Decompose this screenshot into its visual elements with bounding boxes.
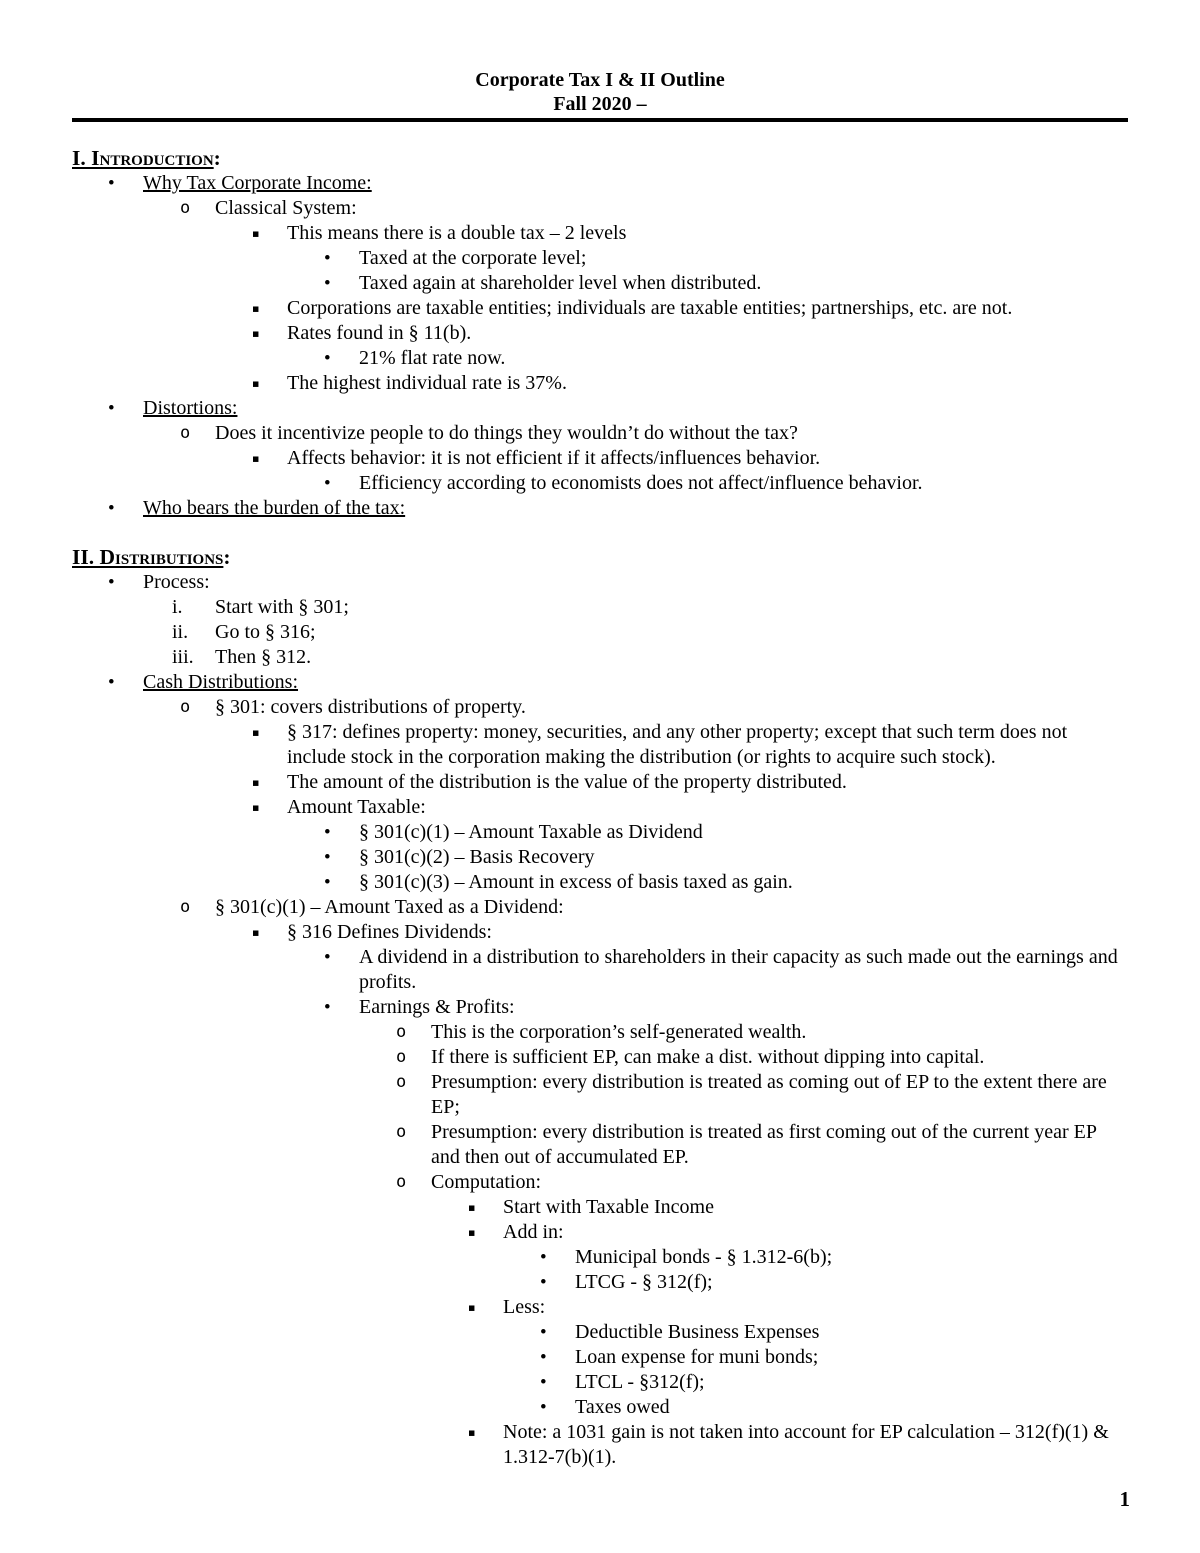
outline-item xyxy=(72,371,1128,396)
outline-item-text: Rates found in § 11(b). xyxy=(287,322,472,344)
outline-item xyxy=(72,1020,1128,1045)
square-bullet-marker: ▪ xyxy=(252,776,260,789)
document-title: Corporate Tax I & II Outline xyxy=(475,69,725,91)
outline-item-text: Why Tax Corporate Income: xyxy=(143,172,372,194)
outline-item-text: Taxed at the corporate level; xyxy=(359,247,587,269)
disc-bullet-marker: • xyxy=(324,473,331,494)
disc-bullet-marker: • xyxy=(324,248,331,269)
disc-bullet-marker: • xyxy=(324,822,331,843)
o-bullet-marker: o xyxy=(396,1072,407,1092)
outline-item-text: § 301: covers distributions of property. xyxy=(215,696,526,718)
outline-item-text: Amount Taxable: xyxy=(287,796,426,818)
o-bullet-marker: o xyxy=(396,1172,407,1192)
outline-item-text: Efficiency according to economists does not affect/influence behavior. xyxy=(359,472,923,494)
disc-bullet-marker: • xyxy=(324,273,331,294)
disc-bullet-marker: • xyxy=(540,1397,547,1418)
disc-bullet-marker: • xyxy=(324,847,331,868)
outline-item xyxy=(72,471,1128,496)
disc-bullet-marker: • xyxy=(540,1322,547,1343)
outline-item xyxy=(72,1370,1128,1395)
outline-item xyxy=(72,496,1128,521)
disc-bullet-marker: • xyxy=(108,173,115,194)
outline-item xyxy=(72,1395,1128,1420)
o-bullet-marker: o xyxy=(180,423,191,443)
outline-item-text: Who bears the burden of the tax: xyxy=(143,497,406,519)
square-bullet-marker: ▪ xyxy=(252,452,260,465)
outline-item-text: Start with Taxable Income xyxy=(503,1196,714,1218)
outline-item-text: Taxed again at shareholder level when distributed. xyxy=(359,272,762,294)
outline-item xyxy=(72,820,1128,845)
outline-item-text: Does it incentivize people to do things they wouldn’t do without the tax? xyxy=(215,422,798,444)
outline-item-text: § 317: defines property: money, securities, and any other property; except that such term does not include stock in the corporation making the distribution (or rights to acquire such stock). xyxy=(287,721,1068,768)
outline-item-text: Go to § 316; xyxy=(215,621,316,643)
o-bullet-marker: o xyxy=(180,697,191,717)
section-heading-text: I. Introduction xyxy=(72,146,214,170)
outline-item-text: Deductible Business Expenses xyxy=(575,1321,820,1343)
disc-bullet-marker: • xyxy=(324,947,331,968)
square-bullet-marker: ▪ xyxy=(252,227,260,240)
outline-item xyxy=(72,296,1128,321)
outline-item xyxy=(72,1195,1128,1220)
square-bullet-marker: ▪ xyxy=(468,1301,476,1314)
outline-item-text: Start with § 301; xyxy=(215,596,349,618)
outline-item-text: Distortions: xyxy=(143,397,238,419)
outline-item xyxy=(72,770,1128,795)
outline-item-text: Presumption: every distribution is treated as coming out of EP to the extent there are EP; xyxy=(431,1071,1107,1118)
outline-item-text: Loan expense for muni bonds; xyxy=(575,1346,819,1368)
outline-item xyxy=(72,945,1128,995)
section-heading-colon: : xyxy=(213,146,221,170)
outline-item xyxy=(72,695,1128,720)
o-bullet-marker: o xyxy=(180,198,191,218)
outline-item xyxy=(72,246,1128,271)
outline-item-text: Add in: xyxy=(503,1221,564,1243)
outline-item xyxy=(72,346,1128,371)
outline-item xyxy=(72,645,1128,670)
outline-item xyxy=(72,895,1128,920)
disc-bullet-marker: • xyxy=(540,1347,547,1368)
outline-item-text: Presumption: every distribution is treated as first coming out of the current year EP and then out of accumulated EP. xyxy=(431,1121,1097,1168)
outline-item xyxy=(72,321,1128,346)
outline-item-text: Cash Distributions: xyxy=(143,671,299,693)
outline-item-text: § 316 Defines Dividends: xyxy=(287,921,492,943)
outline-item-text: 21% flat rate now. xyxy=(359,347,506,369)
outline-item-text: Taxes owed xyxy=(575,1396,670,1418)
square-bullet-marker: ▪ xyxy=(468,1226,476,1239)
disc-bullet-marker: • xyxy=(324,997,331,1018)
outline-item xyxy=(72,271,1128,296)
outline-item-text: LTCL - §312(f); xyxy=(575,1371,705,1393)
outline-item xyxy=(72,1120,1128,1170)
outline-item-text: Less: xyxy=(503,1296,546,1318)
document-subtitle: Fall 2020 – xyxy=(553,93,647,115)
outline-item-text: Earnings & Profits: xyxy=(359,996,515,1018)
outline-item xyxy=(72,1070,1128,1120)
outline-item-text: Classical System: xyxy=(215,197,357,219)
disc-bullet-marker: • xyxy=(540,1247,547,1268)
section-heading xyxy=(72,145,1128,171)
outline-item-text: § 301(c)(1) – Amount Taxable as Dividend xyxy=(359,821,703,843)
outline-item xyxy=(72,670,1128,695)
outline-item xyxy=(72,995,1128,1020)
disc-bullet-marker: • xyxy=(540,1372,547,1393)
o-bullet-marker: o xyxy=(396,1022,407,1042)
outline-item xyxy=(72,870,1128,895)
disc-bullet-marker: • xyxy=(108,672,115,693)
outline-item xyxy=(72,1420,1128,1470)
outline-item-text: Note: a 1031 gain is not taken into account for EP calculation – 312(f)(1) & 1.312-7(b)(1). xyxy=(503,1421,1109,1468)
section-heading-text: II. Distributions xyxy=(72,545,224,569)
outline-item-text: If there is sufficient EP, can make a dist. without dipping into capital. xyxy=(431,1046,985,1068)
outline-item-text: LTCG - § 312(f); xyxy=(575,1271,713,1293)
outline-item xyxy=(72,1345,1128,1370)
outline-item-text: Process: xyxy=(143,571,210,593)
disc-bullet-marker: • xyxy=(108,398,115,419)
outline-item-text: The amount of the distribution is the value of the property distributed. xyxy=(287,771,847,793)
outline-item xyxy=(72,620,1128,645)
outline-item-text: This means there is a double tax – 2 levels xyxy=(287,222,627,244)
square-bullet-marker: ▪ xyxy=(468,1201,476,1214)
outline-item xyxy=(72,720,1128,770)
outline-item xyxy=(72,396,1128,421)
outline-item-text: Municipal bonds - § 1.312-6(b); xyxy=(575,1246,833,1268)
disc-bullet-marker: • xyxy=(324,348,331,369)
square-bullet-marker: ▪ xyxy=(252,302,260,315)
o-bullet-marker: o xyxy=(396,1047,407,1067)
o-bullet-marker: o xyxy=(180,897,191,917)
outline-item-text: Computation: xyxy=(431,1171,541,1193)
square-bullet-marker: ▪ xyxy=(252,327,260,340)
outline-item xyxy=(72,1045,1128,1070)
outline-item-text: Affects behavior: it is not efficient if it affects/influences behavior. xyxy=(287,447,821,469)
o-bullet-marker: o xyxy=(396,1122,407,1142)
page-number: 1 xyxy=(1119,1487,1130,1511)
outline-item xyxy=(72,595,1128,620)
disc-bullet-marker: • xyxy=(540,1272,547,1293)
roman-numeral-marker: i. xyxy=(172,596,183,618)
outline-item xyxy=(72,1170,1128,1195)
outline-item xyxy=(72,845,1128,870)
outline-item-text: A dividend in a distribution to shareholders in their capacity as such made out the earnings and profits. xyxy=(359,946,1118,993)
outline-item xyxy=(72,1320,1128,1345)
section-heading xyxy=(72,544,1128,570)
outline-item xyxy=(72,1270,1128,1295)
title-divider-rule xyxy=(72,118,1128,122)
disc-bullet-marker: • xyxy=(324,872,331,893)
outline-item-text: Then § 312. xyxy=(215,646,312,668)
disc-bullet-marker: • xyxy=(108,498,115,519)
outline-item xyxy=(72,1220,1128,1245)
outline-item xyxy=(72,221,1128,246)
outline-item xyxy=(72,446,1128,471)
outline-item-text: § 301(c)(1) – Amount Taxed as a Dividend: xyxy=(215,896,564,918)
outline-item-text: The highest individual rate is 37%. xyxy=(287,372,567,394)
outline-item-text: § 301(c)(3) – Amount in excess of basis taxed as gain. xyxy=(359,871,793,893)
outline-item xyxy=(72,1295,1128,1320)
outline-item xyxy=(72,920,1128,945)
roman-numeral-marker: iii. xyxy=(172,646,194,668)
square-bullet-marker: ▪ xyxy=(468,1426,476,1439)
outline xyxy=(72,145,1128,1470)
outline-item-text: § 301(c)(2) – Basis Recovery xyxy=(359,846,595,868)
section-heading-colon: : xyxy=(223,545,231,569)
square-bullet-marker: ▪ xyxy=(252,726,260,739)
roman-numeral-marker: ii. xyxy=(172,621,189,643)
square-bullet-marker: ▪ xyxy=(252,801,260,814)
outline-item-text: This is the corporation’s self-generated wealth. xyxy=(431,1021,807,1043)
outline-item xyxy=(72,795,1128,820)
disc-bullet-marker: • xyxy=(108,572,115,593)
outline-item xyxy=(72,1245,1128,1270)
outline-item-text: Corporations are taxable entities; individuals are taxable entities; partnerships, etc. are not. xyxy=(287,297,1013,319)
square-bullet-marker: ▪ xyxy=(252,926,260,939)
square-bullet-marker: ▪ xyxy=(252,377,260,390)
outline-item xyxy=(72,171,1128,196)
outline-item xyxy=(72,421,1128,446)
outline-item xyxy=(72,570,1128,595)
outline-item xyxy=(72,196,1128,221)
